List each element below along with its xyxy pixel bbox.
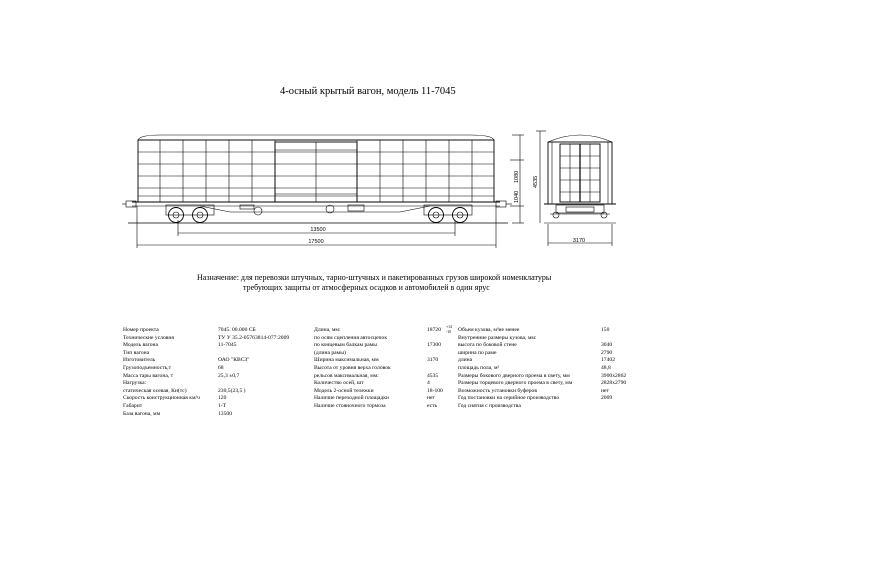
spec-value: 3040 [601, 342, 613, 349]
spec-label: Габарит [123, 402, 143, 409]
spec-label: Наличие переходной площадки [314, 395, 389, 402]
spec-label: Грузоподъемность,т [123, 364, 172, 371]
spec-value: есть [427, 402, 438, 409]
spec-label: Номер проекта [123, 327, 159, 333]
spec-value [427, 365, 443, 373]
spec-label: Модель 2-осной тележки [314, 387, 374, 394]
spec-value: 3900x2862 [601, 372, 627, 379]
spec-value: 48,8 [601, 364, 611, 371]
spec-label: по осям сцепления автосцепок [314, 334, 388, 341]
spec-value [427, 350, 443, 358]
spec-col1-labels [123, 327, 200, 418]
spec-value: 230,5(23,5 ) [218, 387, 246, 394]
spec-value: 1-Т [218, 402, 227, 409]
spec-label: длина [458, 357, 473, 364]
spec-label: ширина по раме [458, 349, 497, 356]
spec-col2-labels [314, 327, 391, 411]
spec-label: площадь пола, м² [458, 364, 500, 371]
spec-col1-values [218, 327, 289, 418]
spec-value: нет [601, 387, 609, 394]
dim-height-4535: 4535 [533, 175, 539, 188]
spec-value: 13500 [218, 410, 232, 417]
spec-label: статическая осевая, Кн(тс) [123, 387, 187, 394]
spec-value: 3170 [427, 357, 439, 364]
dim-height-1040: 1040 [514, 190, 520, 203]
spec-label: Год постановки на серийное производство [458, 395, 560, 402]
spec-label: Модель вагона [123, 342, 159, 349]
spec-label: Тип вагона [123, 349, 150, 356]
spec-label: Объем кузова, м³не менее [458, 327, 520, 333]
spec-label: Скорость конструкционная км/ч [123, 395, 200, 402]
spec-label: Год снятия с производства [458, 402, 521, 409]
spec-value: нет [427, 395, 435, 402]
spec-col2-tolerance [446, 325, 452, 335]
spec-label: Масса тары вагона, т [123, 372, 174, 379]
spec-label: Ширина максимальная, мм [314, 357, 379, 364]
dim-width: 3170 [572, 238, 586, 244]
spec-label: (длина рамы) [314, 349, 346, 356]
dim-base: 13500 [310, 227, 326, 233]
spec-col3-values [601, 327, 626, 411]
spec-col3-labels [458, 327, 572, 411]
spec-value: 18-100 [427, 387, 443, 394]
tolerance-lower: -10 [446, 330, 452, 334]
spec-label: Размеры бокового дверного проема в свету, мм [458, 372, 570, 379]
spec-value [601, 403, 626, 411]
spec-value: 2790 [601, 349, 613, 356]
spec-label: База вагона, мм [123, 410, 161, 417]
wagon-end-view [536, 131, 616, 246]
spec-value: 17300 [427, 342, 441, 349]
spec-label: Изготовитель [123, 357, 156, 364]
spec-label: Наличие стояночного тормоза [314, 402, 386, 409]
spec-value: ОАО "КВСЗ" [218, 357, 250, 364]
spec-value: 25,3 ±0,7 [218, 372, 240, 379]
purpose-line-2: требующих защиты от атмосферных осадков и автомобилей в один ярус [243, 283, 490, 292]
spec-value: 18720 [427, 327, 441, 333]
drawing-title: 4-осный крытый вагон, модель 11-7045 [280, 86, 456, 97]
spec-label: Технические условия [123, 334, 174, 341]
spec-value [601, 335, 626, 343]
dim-length: 17500 [308, 239, 324, 245]
spec-label: Размеры торцевого дверного проема в свету, мм [458, 380, 573, 387]
spec-value: 4535 [427, 372, 439, 379]
spec-value: 7045. 00.000 СБ [218, 327, 256, 333]
spec-label: Высота от уровня верха головок [314, 364, 391, 371]
spec-col2-values [427, 327, 443, 411]
spec-value: 2009 [601, 395, 613, 402]
spec-label: по концевым балкам рамы [314, 342, 378, 349]
spec-value: 11-7045 [218, 342, 237, 349]
spec-value: 120 [218, 395, 227, 402]
spec-value: 68 [218, 364, 224, 371]
spec-value [218, 350, 289, 358]
spec-value: 4 [427, 380, 430, 387]
spec-label: Внутренние размеры кузова, мм: [458, 334, 537, 341]
spec-label: Длина, мм: [314, 327, 341, 333]
purpose-line-1: Назначение: для перевозки штучных, тарно-штучных и пакетированных грузов широкой номенклатуры [197, 273, 552, 282]
tolerance-upper: +14 [446, 325, 452, 329]
spec-label: Возможность установки буферов [458, 387, 537, 394]
spec-value: 150 [601, 327, 610, 333]
spec-value [427, 335, 443, 343]
spec-value: 17402 [601, 357, 615, 364]
spec-label: высота по боковой стене [458, 342, 517, 349]
dim-height-1080: 1080 [514, 170, 520, 183]
spec-value: 2828x2790 [601, 380, 627, 387]
spec-value [218, 380, 289, 388]
spec-label: Нагрузка: [123, 380, 147, 387]
spec-label: Количество осей, шт [314, 380, 364, 387]
spec-value: ТУ У 35.2-05763814-077:2009 [218, 334, 290, 341]
spec-label: рельсов максимальная, мм: [314, 372, 379, 379]
